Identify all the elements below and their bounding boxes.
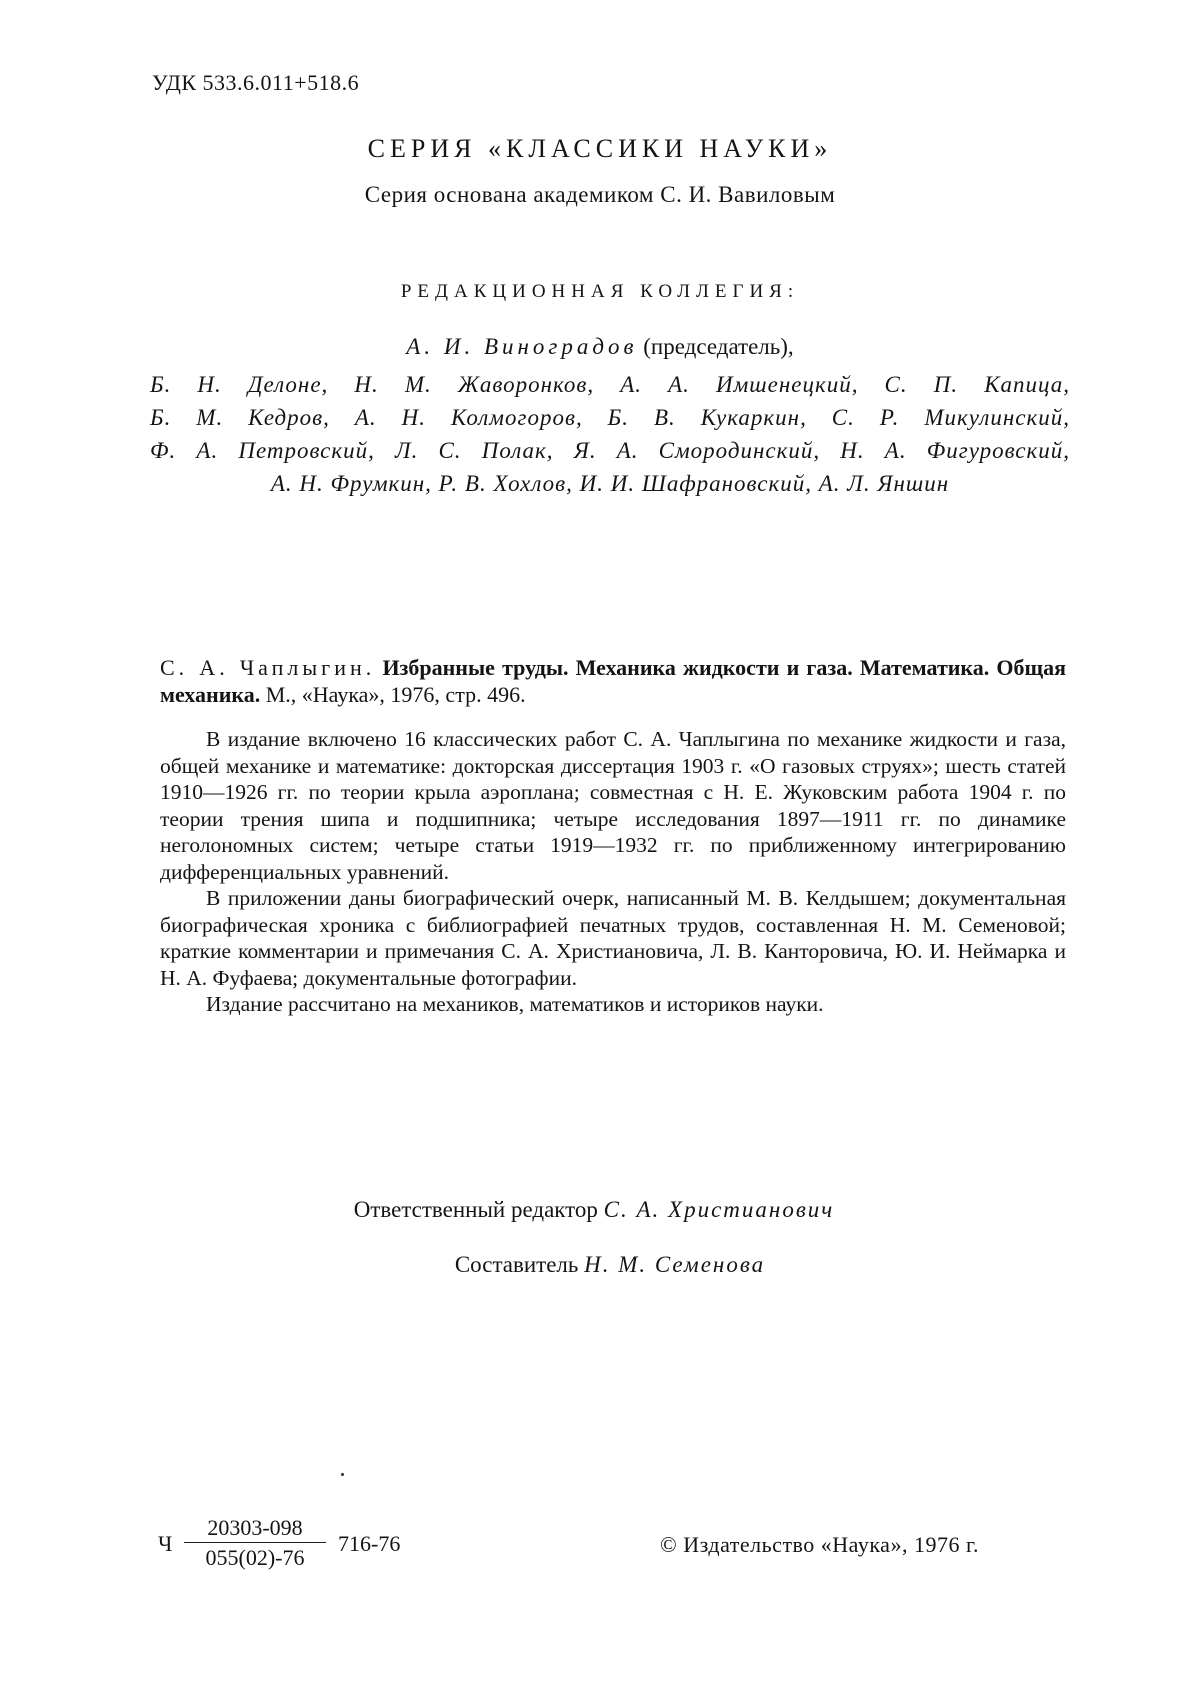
print-dot [341, 1473, 344, 1476]
editorial-board-members [150, 368, 1070, 500]
editor-label: Ответственный редактор [353, 1197, 604, 1222]
editor-name: С. А. Христианович [603, 1197, 835, 1222]
citation-imprint: М., «Наука», 1976, стр. 496. [260, 681, 526, 707]
copyright-notice: © Издательство «Наука», 1976 г. [660, 1532, 979, 1557]
board-member-line: Б. М. Кедров, А. Н. Колмогоров, Б. В. Кукаркин, С. Р. Микулинский, [150, 405, 1070, 430]
board-member-line: А. Н. Фрумкин, Р. В. Хохлов, И. И. Шафрановский, А. Л. Яншин [270, 471, 950, 496]
citation [160, 655, 1066, 708]
chair-name: А. И. Виноградов [406, 334, 638, 359]
publication-index-code [158, 1515, 458, 1575]
chair-role: (председатель), [637, 334, 794, 359]
board-member-line: Ф. А. Петровский, Л. С. Полак, Я. А. Смородинский, Н. А. Фигуровский, [150, 438, 1070, 463]
board-member-line: Б. Н. Делоне, Н. М. Жаворонков, А. А. Имшенецкий, С. П. Капица, [150, 372, 1070, 397]
index-letter: Ч [158, 1531, 173, 1556]
citation-title: Избранные труды. Механика жидкости и газа. Математика. Общая механика. [160, 655, 1067, 707]
editorial-board-chair [0, 334, 1200, 360]
bibliographic-abstract [160, 655, 1066, 1018]
abstract-paragraph: В приложении даны биографический очерк, написанный М. В. Келдышем; документальная биографическая хроника с библиографией печатных трудов, составленная Н. М. Семеновой; краткие комментарии и примечания С. А. Христиановича, Л. В. Канторовича, Ю. И. Неймарка и Н. А. Фуфаева; документальные фотографии. [160, 886, 1066, 990]
series-founder: Серия основана академиком С. И. Вавиловым [364, 182, 836, 207]
responsible-editor [0, 1197, 1194, 1223]
editorial-board-heading: РЕДАКЦИОННАЯ КОЛЛЕГИЯ: [400, 281, 800, 302]
compiler-label: Составитель [454, 1252, 585, 1277]
abstract-paragraph: В издание включено 16 классических работ С. А. Чаплыгина по механике жидкости и газа, общей механике и математике: докторская диссертация 1903 г. «О газовых струях»; шесть статей 1910—1926 гг. по теории крыла аэроплана; совместная с Н. Е. Жуковским работа 1904 г. по теории трения шипа и подшипника; четыре исследования 1897—1911 гг. по динамике неголономных систем; четыре статьи 1919—1932 гг. по приближенному интегрированию дифференциальных уравнений. [160, 727, 1066, 884]
udk-code: УДК 533.6.011+518.6 [152, 70, 360, 95]
citation-author: С. А. Чаплыгин. [160, 655, 376, 680]
index-numerator: 20303-098 [207, 1515, 303, 1540]
index-tail: 716-76 [338, 1531, 401, 1556]
fraction-bar [184, 1542, 326, 1543]
compiler [10, 1252, 1200, 1278]
index-fraction [180, 1515, 330, 1571]
series-title: СЕРИЯ «КЛАССИКИ НАУКИ» [367, 134, 833, 163]
index-denominator: 055(02)-76 [205, 1545, 305, 1570]
abstract-paragraph: Издание рассчитано на механиков, математиков и историков науки. [206, 992, 824, 1016]
compiler-name: Н. М. Семенова [584, 1252, 766, 1277]
